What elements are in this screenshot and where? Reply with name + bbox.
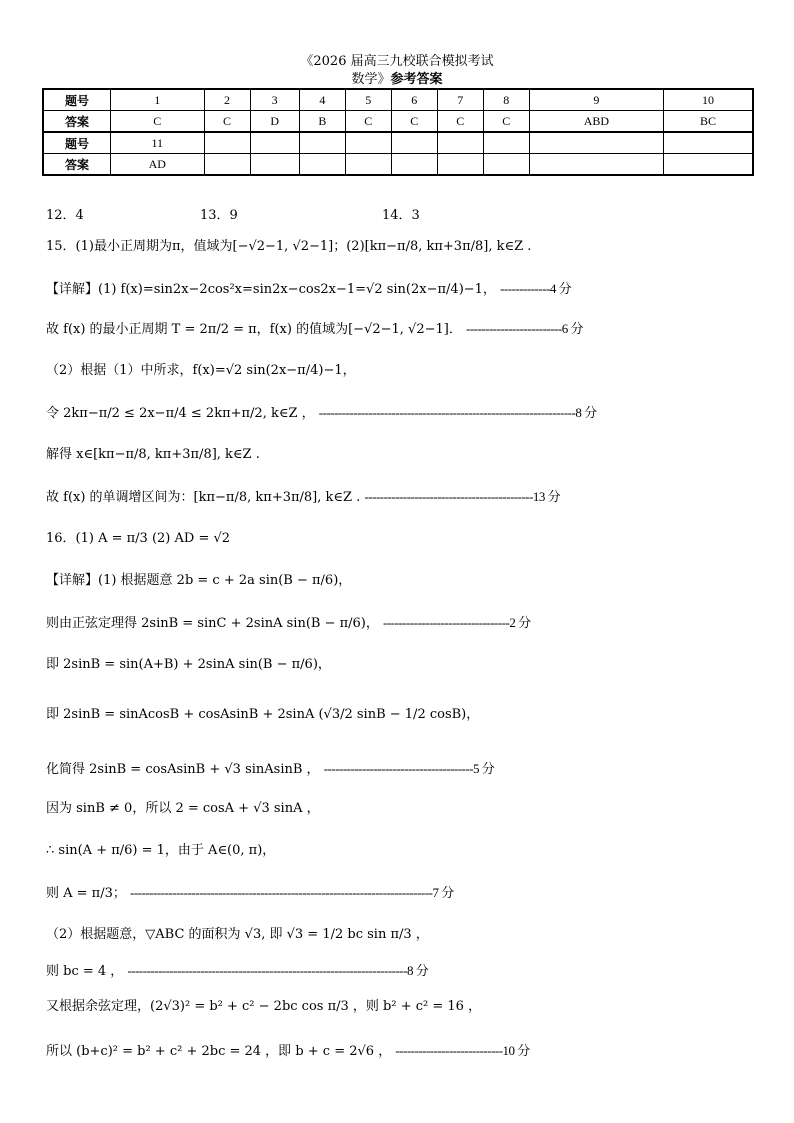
q15-step5: 解得 x∈[kπ−π/8, kπ+3π/8], k∈Z . [46, 447, 260, 462]
table-cell [437, 154, 483, 176]
table-cell: 5 [345, 89, 391, 111]
table-cell [529, 154, 663, 176]
table-cell: ABD [529, 111, 663, 133]
table-cell [483, 154, 529, 176]
step-text: 则由正弦定理得 2sinB = sinC + 2sinA sin(B − π/6)， [46, 616, 379, 631]
table-cell [345, 154, 391, 176]
q16-step11: 又根据余弦定理，(2√3)² = b² + c² − 2bc cos π/3 ，则 b² + c² = 16 ， [46, 999, 482, 1014]
table-cell: 7 [437, 89, 483, 111]
row-label-number: 题号 [43, 132, 111, 154]
answer-key-label: 参考答案 [390, 72, 443, 87]
table-cell: 6 [391, 89, 437, 111]
table-cell [391, 154, 437, 176]
score-marker: -------------------------------------------------------------------------------7 分 [130, 885, 454, 900]
table-cell [250, 132, 299, 154]
q16-step8 [46, 884, 454, 903]
subject-label: 数学》 [351, 72, 391, 87]
table-cell: B [299, 111, 345, 133]
score-marker: -------------------------------------------------------------------8 分 [318, 405, 597, 420]
q15-step3: （2）根据（1）中所求，f(x)=√2 sin(2x−π/4)−1， [46, 363, 356, 378]
exam-title: 《2026 届高三九校联合模拟考试 [300, 54, 494, 69]
score-marker: ---------------------------------2 分 [383, 615, 531, 630]
q16-step3: 即 2sinB = sin(A+B) + 2sinA sin(B − π/6)， [46, 657, 331, 672]
step-text: 则 bc = 4 ， [46, 964, 124, 979]
answer-q12: 12．4 [46, 208, 84, 223]
table-cell: 2 [204, 89, 250, 111]
table-cell: C [483, 111, 529, 133]
q16-step9: （2）根据题意，▽ABC 的面积为 √3, 即 √3 = 1/2 bc sin π/3 ， [46, 927, 429, 942]
step-text: 【详解】(1) f(x)=sin2x−2cos²x=sin2x−cos2x−1=√2 sin(2x−π/4)−1， [46, 282, 496, 297]
step-text: 化简得 2sinB = cosAsinB + √3 sinAsinB ， [46, 762, 320, 777]
table-cell: 8 [483, 89, 529, 111]
score-marker: -------------4 分 [500, 281, 572, 296]
table-cell [664, 154, 753, 176]
table-cell [299, 154, 345, 176]
table-cell: 1 [111, 89, 205, 111]
row-label-answer: 答案 [43, 111, 111, 133]
exam-subtitle [0, 68, 794, 87]
answer-q13: 13．9 [200, 208, 238, 223]
table-cell: 4 [299, 89, 345, 111]
table-cell [204, 154, 250, 176]
table-cell [391, 132, 437, 154]
q16-step4: 即 2sinB = sinAcosB + cosAsinB + 2sinA (√3/2 sinB − 1/2 cosB)， [46, 707, 480, 722]
q15-summary: 15．(1)最小正周期为π，值域为[−√2−1, √2−1]；(2)[kπ−π/8, kπ+3π/8], k∈Z . [46, 239, 532, 254]
q15-step1 [46, 280, 571, 299]
table-cell [529, 132, 663, 154]
table-row [43, 89, 753, 111]
table-cell [299, 132, 345, 154]
score-marker: -------------------------------------------------------------------------8 分 [127, 963, 429, 978]
table-cell [345, 132, 391, 154]
score-marker: --------------------------------------------13 分 [364, 489, 561, 504]
table-cell: 9 [529, 89, 663, 111]
table-cell [437, 132, 483, 154]
q15-step2 [46, 320, 583, 339]
table-cell: C [437, 111, 483, 133]
answer-q14: 14．3 [382, 208, 420, 223]
table-cell: C [111, 111, 205, 133]
table-cell: 11 [111, 132, 205, 154]
q16-step12 [46, 1042, 530, 1061]
table-cell [664, 132, 753, 154]
step-text: 故 f(x) 的最小正周期 T = 2π/2 = π，f(x) 的值域为[−√2−1, √2−1]． [46, 322, 462, 337]
score-marker: ----------------------------10 分 [395, 1043, 530, 1058]
table-cell [250, 154, 299, 176]
q16-step5 [46, 760, 494, 779]
q16-step6: 因为 sinB ≠ 0，所以 2 = cosA + √3 sinA ， [46, 801, 320, 816]
table-cell: 3 [250, 89, 299, 111]
answer-table [42, 88, 754, 176]
q15-step4 [46, 404, 597, 423]
step-text: 故 f(x) 的单调增区间为：[kπ−π/8, kπ+3π/8], k∈Z . [46, 490, 361, 505]
q16-step1: 【详解】(1) 根据题意 2b = c + 2a sin(B − π/6)， [46, 573, 352, 588]
table-cell [204, 132, 250, 154]
table-row [43, 132, 753, 154]
score-marker: ---------------------------------------5 分 [323, 761, 495, 776]
q16-step7: ∴ sin(A + π/6) = 1，由于 A∈(0, π)， [46, 843, 276, 858]
row-label-number: 题号 [43, 89, 111, 111]
table-cell [483, 132, 529, 154]
table-cell: BC [664, 111, 753, 133]
table-row [43, 111, 753, 133]
row-label-answer: 答案 [43, 154, 111, 176]
table-cell: D [250, 111, 299, 133]
step-text: 所以 (b+c)² = b² + c² + 2bc = 24 ，即 b + c = 2√6 ， [46, 1044, 392, 1059]
step-text: 令 2kπ−π/2 ≤ 2x−π/4 ≤ 2kπ+π/2, k∈Z ， [46, 406, 315, 421]
q16-step2 [46, 614, 531, 633]
q16-summary: 16．(1) A = π/3 (2) AD = √2 [46, 531, 231, 546]
table-cell: C [345, 111, 391, 133]
table-cell: C [391, 111, 437, 133]
table-cell: C [204, 111, 250, 133]
table-cell: AD [111, 154, 205, 176]
table-cell: 10 [664, 89, 753, 111]
q15-step6 [46, 488, 560, 507]
score-marker: -------------------------6 分 [465, 321, 583, 336]
step-text: 则 A = π/3； [46, 886, 126, 901]
table-row [43, 154, 753, 176]
q16-step10 [46, 962, 428, 981]
